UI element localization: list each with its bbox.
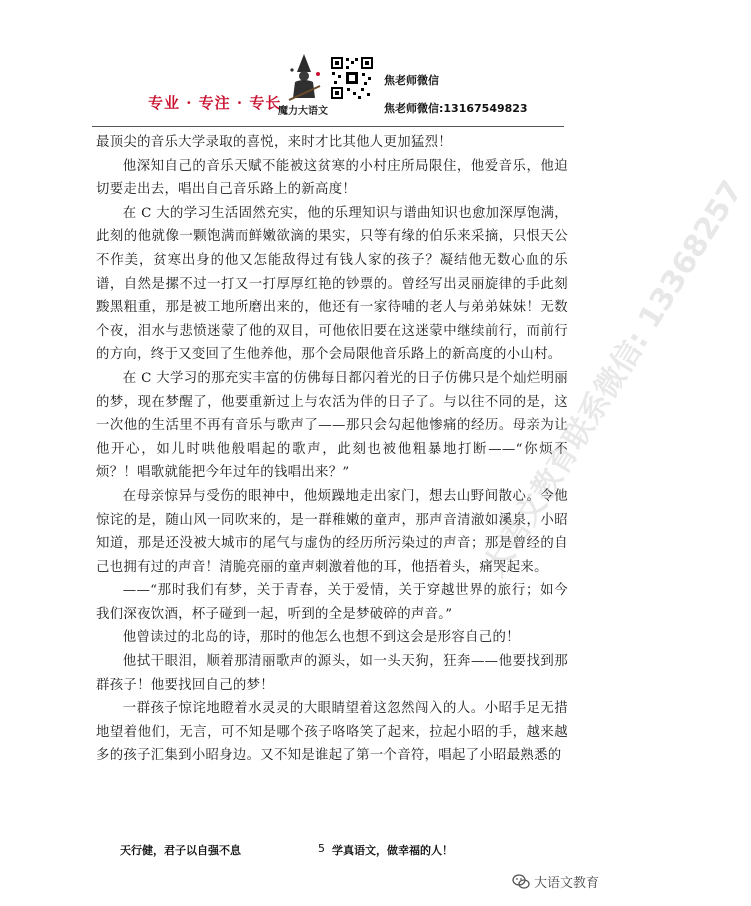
paragraph: 在 C 大学习的那充实丰富的仿佛每日都闪着光的日子仿佛只是个灿烂明丽的梦，现在梦醒了，他要重新过上与农活为伴的日子了。与以往不同的是，这一次他的生活里不再有音乐与歌声了——那只会勾起他惨痛的经历。母亲为让他开心，如儿时哄他般唱起的歌声，此刻也被他粗暴地打断——“你烦不烦？！唱歌就能把今年过年的钱唱出来？” (96, 370, 568, 481)
slogan: 专业 · 专注 · 专长 (148, 94, 282, 112)
paragraph: 一群孩子惊诧地瞪着水灵灵的大眼睛望着这忽然闯入的人。小昭手足无措地望着他们，无言，可不知是哪个孩子咯咯笑了起来，拉起小昭的手，越来越多的孩子汇集到小昭身边。又不知是谁起了第一个音符，唱起了小昭最熟悉的 (96, 701, 568, 764)
brand-name: 魔力大语文 (278, 106, 328, 117)
wechat-contact: 焦老师微信:13167549823 (384, 102, 528, 115)
paragraph: 在母亲惊异与受伤的眼神中，他烦躁地走出家门，想去山野间散心。令他惊诧的是，随山风一同吹来的，是一群稚嫩的童声，那声音清澈如溪泉，小昭知道，那是还没被大城市的尾气与虚伪的经历所污染过的声音；那是曾经的自己也拥有过的声音！清脆亮丽的童声刺激着他的耳，他捂着头，痛哭起来。 (96, 488, 568, 575)
paragraph: ——“那时我们有梦，关于青春，关于爱情，关于穿越世界的旅行；如今我们深夜饮酒，杯子碰到一起，听到的全是梦破碎的声音。” (96, 583, 568, 622)
paragraph: 在 C 大的学习生活固然充实，他的乐理知识与谱曲知识也愈加深厚饱满，此刻的他就像一颗饱满而鲜嫩欲滴的果实，只等有缘的伯乐来采摘，只恨天公不作美，贫寒出身的他又怎能敌得过有钱人家的孩子？凝结他无数心血的乐谱，自然是摞不过一打又一打厚厚红艳的钞票的。曾经写出灵丽旋律的手此刻黢黑粗重，那是被工地所磨出来的，他还有一家待哺的老人与弟弟妹妹！无数个夜，泪水与悲愤迷蒙了他的双目，可他依旧要在这迷蒙中继续前行，而前行的方向，终于又变回了生他养他，那个会局限他音乐路上的新高度的小山村。 (96, 205, 568, 363)
page-footer (0, 842, 640, 862)
footer-slogan: 学真语文，做幸福的人！ (332, 844, 453, 857)
paragraph: 他曾读过的北岛的诗，那时的他怎么也想不到这会是形容自己的！ (122, 630, 520, 646)
paragraph: 他深知自己的音乐天赋不能被这贫寒的小村庄所局限住，他爱音乐，他迫切要走出去，唱出自己音乐路上的新高度！ (96, 158, 568, 198)
wechat-icon (512, 873, 530, 891)
page-number: 5 (318, 842, 325, 855)
source-badge (512, 872, 599, 891)
source-name: 大语文教育 (534, 876, 600, 891)
paragraph: 他拭干眼泪，顺着那清丽歌声的源头，如一头天狗，狂奔——他要找到那群孩子！他要找回自己的梦！ (96, 654, 568, 693)
watermark: 大语文教育联系微信: 13368257 (476, 174, 750, 583)
header-divider (92, 126, 564, 127)
wizard-logo-icon (286, 52, 322, 104)
qr-code-icon (330, 56, 374, 100)
page-header (0, 0, 640, 130)
footer-motto: 天行健，君子以自强不息 (120, 844, 241, 857)
paragraph: 最顶尖的音乐大学录取的喜悦，来时才比其他人更加猛烈！ (96, 135, 452, 150)
teacher-label: 焦老师微信 (384, 74, 439, 87)
article-body (96, 131, 568, 768)
